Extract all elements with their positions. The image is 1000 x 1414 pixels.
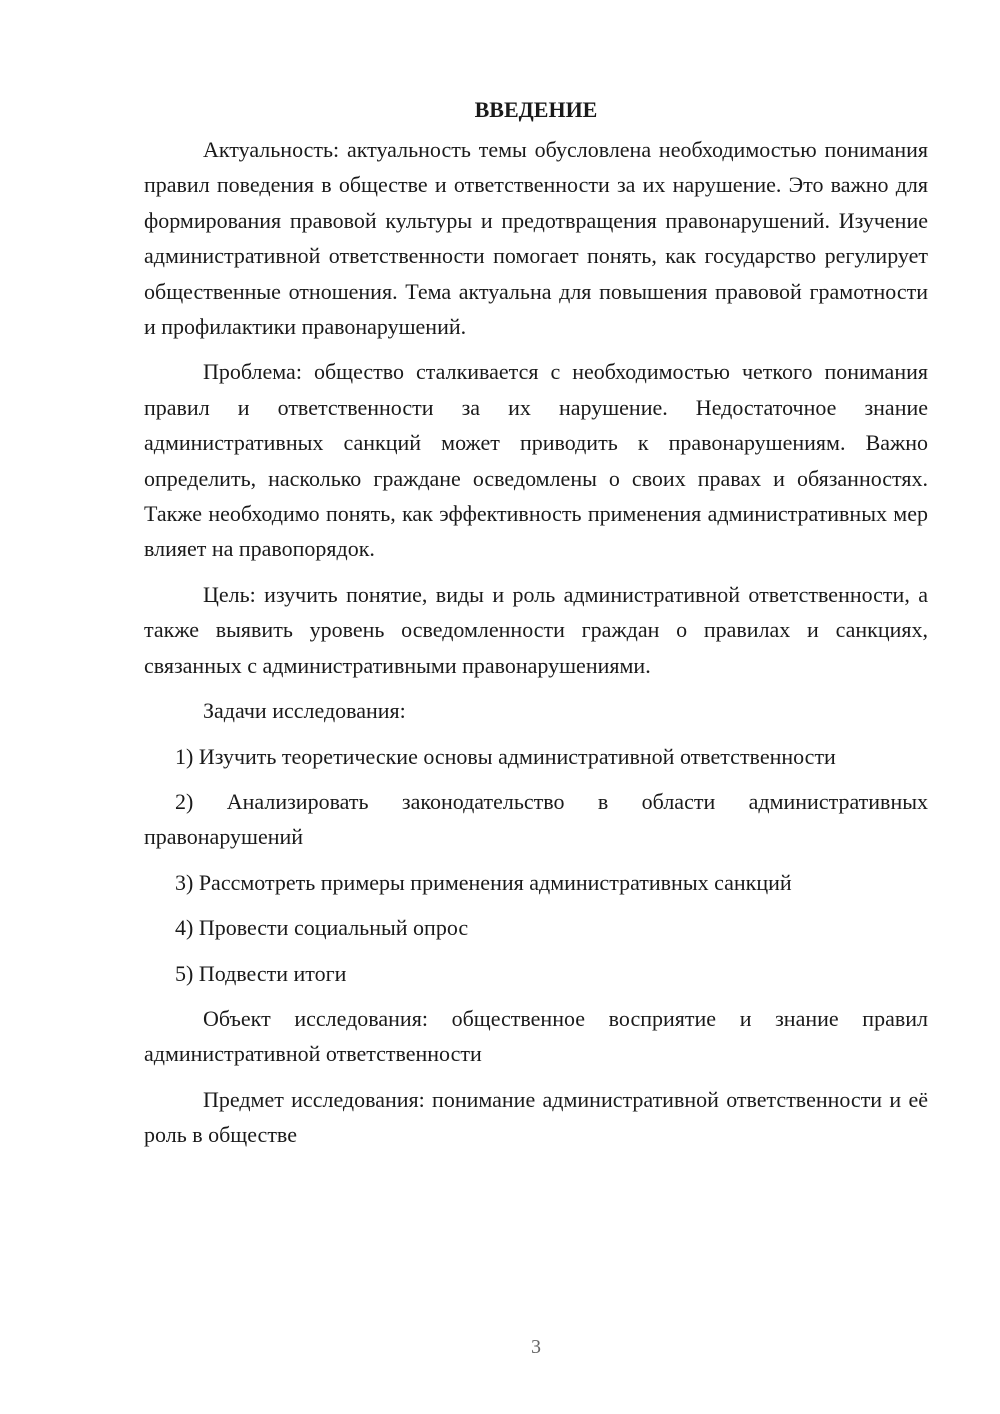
object-paragraph: Объект исследования: общественное восприятие и знание правил административной ответственности (144, 1005, 928, 1067)
task-item-2: 2) Анализировать законодательство в области административных правонарушений (144, 788, 928, 850)
task-item-1: 1) Изучить теоретические основы административной ответственности (175, 743, 836, 769)
section-title: ВВЕДЕНИЕ (474, 97, 598, 122)
goal-paragraph: Цель: изучить понятие, виды и роль административной ответственности, а также выявить уровень осведомленности граждан о правилах и санкциях, связанных с административными правонарушениями. (144, 581, 928, 678)
task-item-5: 5) Подвести итоги (175, 960, 347, 986)
task-item-4: 4) Провести социальный опрос (175, 915, 469, 941)
page-number: 3 (531, 1336, 541, 1358)
subject-paragraph: Предмет исследования: понимание административной ответственности и её роль в обществе (144, 1086, 928, 1148)
tasks-heading: Задачи исследования: (203, 698, 406, 724)
relevance-paragraph: Актуальность: актуальность темы обусловлена необходимостью понимания правил поведения в обществе и ответственности за их нарушение. Это важно для формирования правовой культуры и предотвращения правонарушений. Изучение административной ответственности помогает понять, как государство регулирует общественные отношения. Тема актуальна для повышения правовой грамотности и профилактики правонарушений. (144, 137, 928, 340)
task-item-3: 3) Рассмотреть примеры применения административных санкций (175, 869, 792, 895)
document-body (144, 92, 928, 1163)
problem-paragraph: Проблема: общество сталкивается с необходимостью четкого понимания правил и ответственности за их нарушение. Недостаточное знание административных санкций может приводить к правонарушениям. Важно определить, насколько граждане осведомлены о своих правах и обязанностях. Также необходимо понять, как эффективность применения административных мер влияет на правопорядок. (144, 359, 928, 562)
